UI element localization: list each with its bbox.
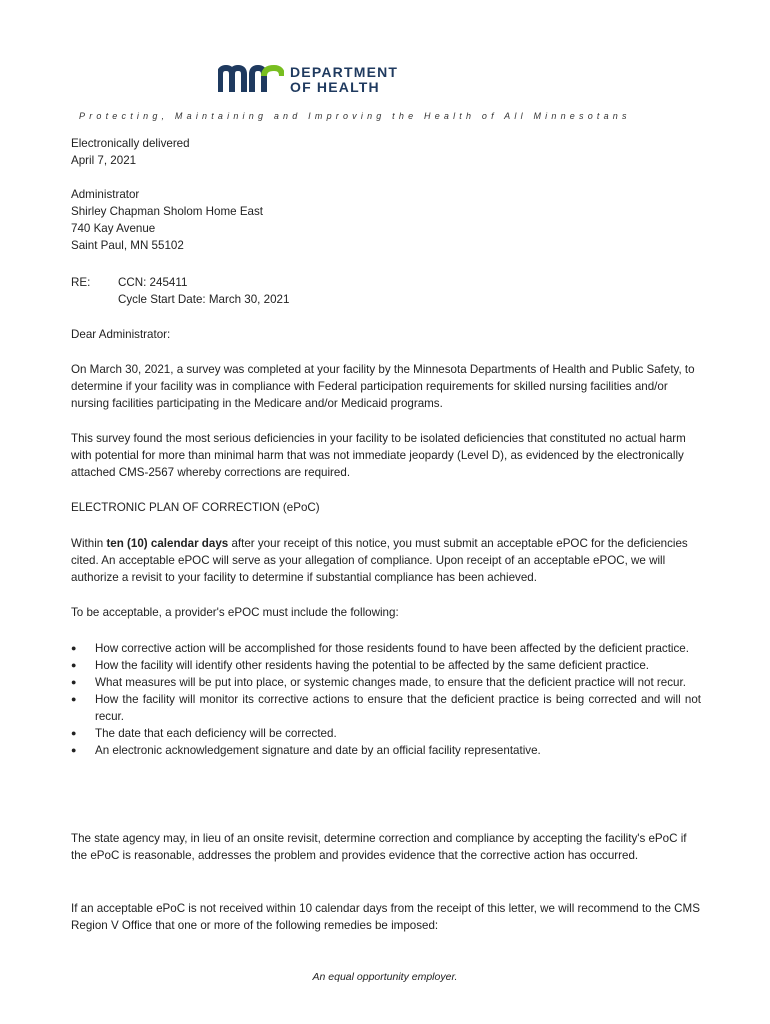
deadline-bold: ten (10) calendar days [106,537,229,550]
recipient-facility: Shirley Chapman Sholom Home East [71,205,264,218]
section-heading: ELECTRONIC PLAN OF CORRECTION (ePoC) [71,501,320,514]
logo-wordmark [290,65,398,95]
list-item: ● How the facility will monitor its corrective actions to ensure that the deficient practice is being corrected and will not recur. [71,691,701,725]
list-item: ● The date that each deficiency will be corrected. [71,725,701,742]
list-item: ● How corrective action will be accomplished for those residents found to have been affected by the deficient practice. [71,640,701,657]
mn-logo-icon [218,64,284,94]
recipient-title: Administrator [71,188,140,201]
paragraph-deadline [71,535,701,586]
delivery-method: Electronically delivered [71,137,190,150]
letter-date: April 7, 2021 [71,154,137,167]
salutation: Dear Administrator: [71,328,171,341]
deadline-pre: Within [71,537,107,550]
recipient-street: 740 Kay Avenue [71,222,156,235]
paragraph-remedies: If an acceptable ePoC is not received within 10 calendar days from the receipt of this letter, we will recommend to the CMS Region V Office that one or more of the following remedies be imposed: [71,902,700,932]
recipient-address [71,186,701,254]
paragraph-revisit: The state agency may, in lieu of an onsite revisit, determine correction and compliance by accepting the facility's ePoC if the ePoC is reasonable, addresses the problem and provides evidence that the corrective action has occurred. [71,832,687,862]
requirements-list [71,640,701,759]
recipient-city: Saint Paul, MN 55102 [71,239,184,252]
logo-line-1: DEPARTMENT [290,64,399,80]
paragraph-findings: This survey found the most serious deficiencies in your facility to be isolated deficiencies that constituted no actual harm with potential for more than minimal harm that was not immediate jeopardy (Level D), as evidenced by the electronically attached CMS-2567 whereby corrections are required. [71,432,686,479]
list-item: ● An electronic acknowledgement signature and date by an official facility representative. [71,742,701,759]
list-item: ● What measures will be put into place, or systemic changes made, to ensure that the deficient practice will not recur. [71,674,701,691]
re-values [118,274,289,308]
re-label: RE: [71,276,91,289]
delivery-block [71,135,701,169]
list-item: ● How the facility will identify other residents having the potential to be affected by the same deficient practice. [71,657,701,674]
paragraph-survey: On March 30, 2021, a survey was completed at your facility by the Minnesota Departments of Health and Public Safety, to determine if your facility was in compliance with Federal participation requirements for skilled nursing facilities and/or nursing facilities participating in the Medicare and/or Medicaid programs. [71,363,695,410]
re-ccn: CCN: 245411 [118,276,188,289]
paragraph-requirements-intro: To be acceptable, a provider's ePOC must include the following: [71,606,399,619]
tagline: Protecting, Maintaining and Improving the Health of All Minnesotans [79,111,631,121]
footer-note: An equal opportunity employer. [312,971,458,983]
mdh-logo [218,62,418,98]
re-cycle-start: Cycle Start Date: March 30, 2021 [118,293,290,306]
re-block [71,274,701,308]
logo-line-2: OF HEALTH [290,79,380,95]
deadline-post: after your receipt of this notice, you must submit an acceptable ePOC for the deficiencies cited. An acceptable ePOC will serve as your allegation of compliance. Upon receipt of an acceptable ePOC, we will authorize a revisit to your facility to determine if substantial compliance has been achieved. [71,537,688,584]
